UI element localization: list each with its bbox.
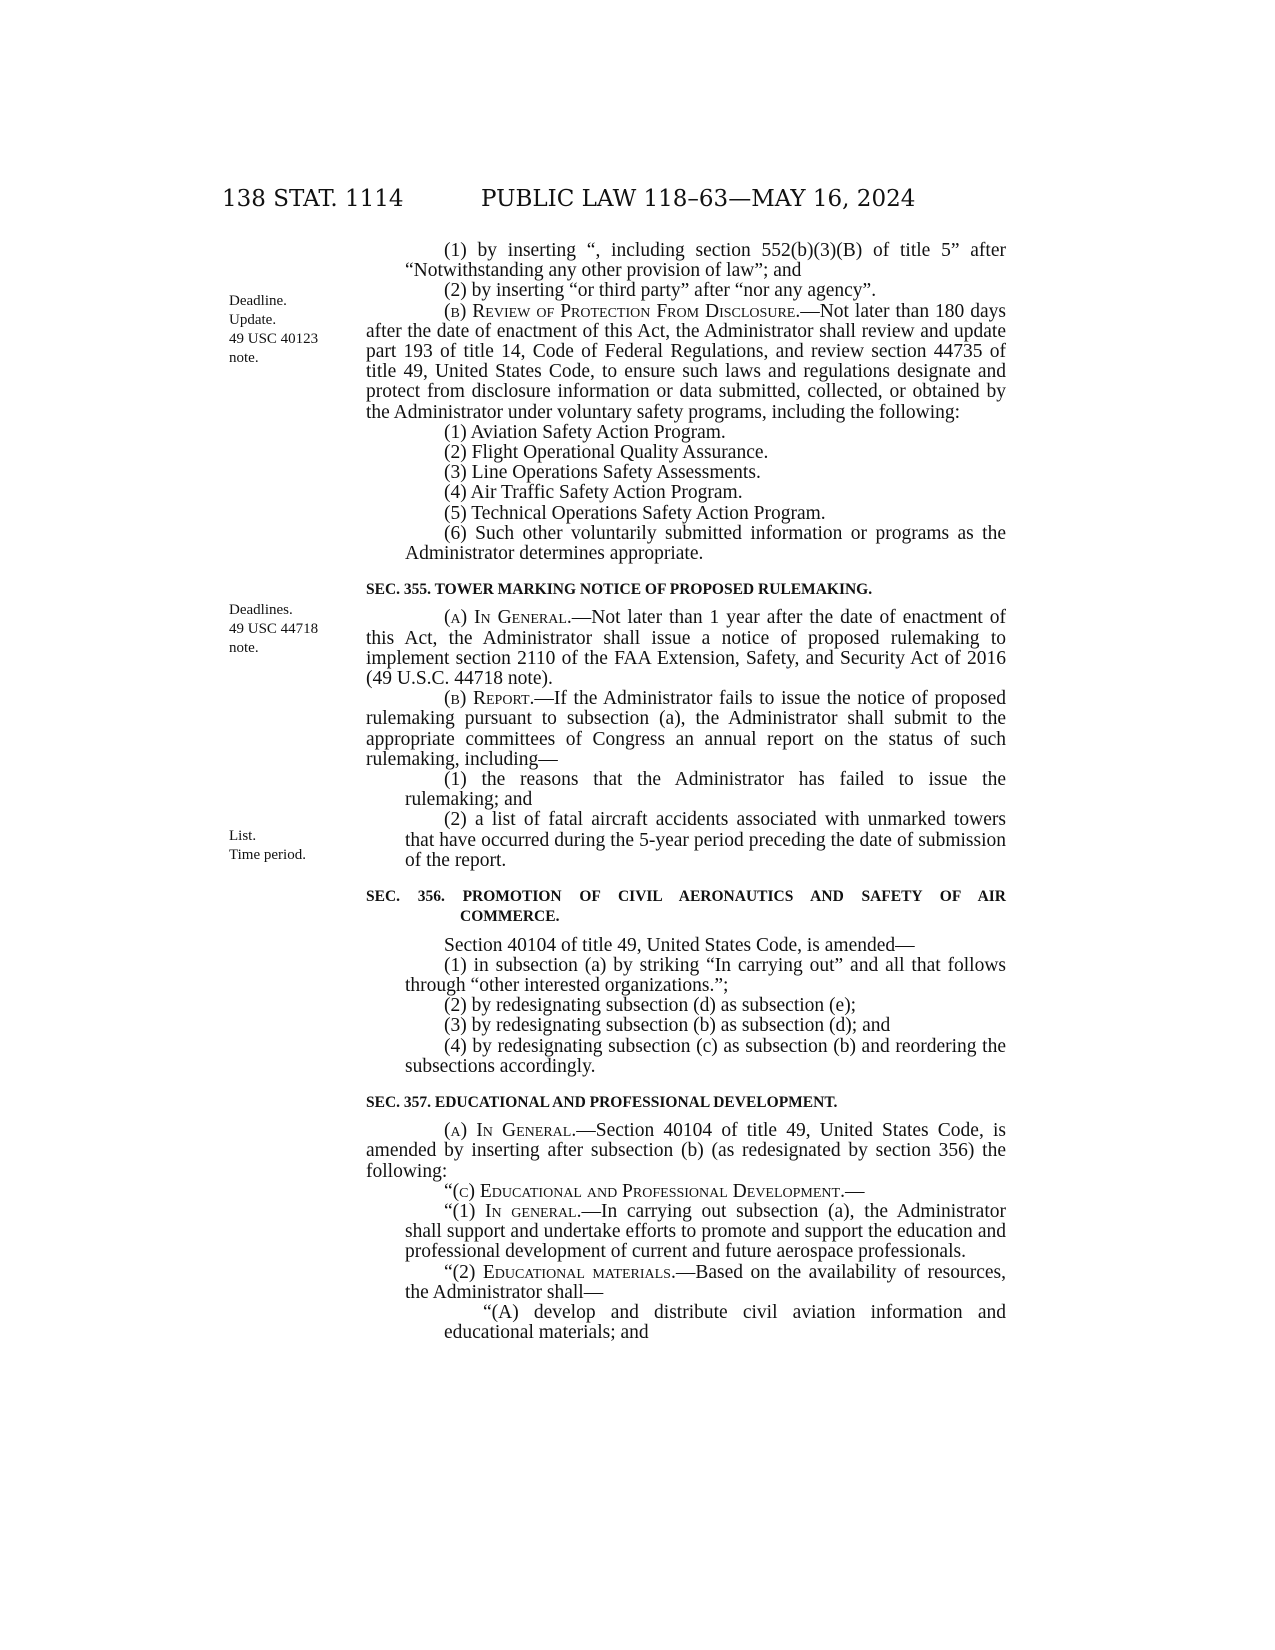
section-heading: SEC. 355. TOWER MARKING NOTICE OF PROPOSED RULEMAKING. bbox=[366, 581, 873, 599]
paragraph: (2) by inserting “or third party” after “nor any agency”. bbox=[444, 280, 877, 302]
list-item: “(A) develop and distribute civil aviation information and educational materials; and bbox=[444, 1301, 1006, 1344]
document-body bbox=[366, 241, 1006, 1343]
list-item: (4) by redesignating subsection (c) as subsection (b) and reordering the subsections accordingly. bbox=[405, 1035, 1006, 1077]
margin-note-line: List. bbox=[229, 828, 257, 844]
list-item: (6) Such other voluntarily submitted information or programs as the Administrator determines appropriate. bbox=[405, 522, 1006, 565]
paragraph bbox=[366, 1121, 1006, 1182]
subsection-heading: (b) Review of Protection From Disclosure. bbox=[444, 300, 801, 322]
margin-note-line: Update. bbox=[229, 312, 277, 328]
margin-note-line: 49 USC 44718 bbox=[229, 621, 319, 637]
subsection-text: —If the Administrator fails to issue the notice of proposed rulemaking pursuant to subsection (a), the Administrator shall submit to the appropriate committees of Congress an annual report on the status of such rulemaking, including— bbox=[366, 688, 1006, 770]
section-heading-line: COMMERCE. bbox=[460, 908, 560, 926]
subsection-text: —Section 40104 of title 49, United States Code, is amended by inserting after subsection (b) (as redesignated by section 356) the following: bbox=[366, 1120, 1007, 1182]
list-item: (5) Technical Operations Safety Action Program. bbox=[444, 502, 826, 524]
subsection-heading: (a) In General. bbox=[444, 1120, 577, 1142]
subsection-heading: (b) Report. bbox=[444, 688, 535, 710]
paragraph: Section 40104 of title 49, United States Code, is amended— bbox=[444, 934, 915, 956]
paragraph bbox=[366, 689, 1006, 770]
margin-note-deadline-update bbox=[229, 292, 349, 368]
margin-note-line: note. bbox=[229, 640, 259, 656]
subsection-heading: “(c) Educational and Professional Development. bbox=[444, 1180, 845, 1202]
list-item: (2) Flight Operational Quality Assurance. bbox=[444, 442, 769, 464]
subsection-text: —Not later than 180 days after the date of enactment of this Act, the Administrator shall review and update part 193 of title 14, Code of Federal Regulations, and review section 44735 of title 49, United States Code, to ensure such laws and regulations designate and protect from disclosure information or data submitted, collected, or obtained by the Administrator under voluntary safety programs, including the following: bbox=[366, 300, 1006, 423]
paragraph bbox=[366, 1263, 1006, 1303]
list-item: (1) in subsection (a) by striking “In carrying out” and all that follows through “other interested organizations.”; bbox=[405, 954, 1006, 996]
margin-note-line: 49 USC 40123 bbox=[229, 331, 319, 347]
subsection-heading: “(1) In general. bbox=[444, 1200, 582, 1222]
subsection-text: —Not later than 1 year after the date of enactment of this Act, the Administrator shall issue a notice of proposed rulemaking to implement section 2110 of the FAA Extension, Safety, and Security Act of 2016 (49 U.S.C. 44718 note). bbox=[366, 607, 1006, 690]
margin-note-line: note. bbox=[229, 350, 259, 366]
margin-note-line: Deadline. bbox=[229, 293, 287, 309]
paragraph bbox=[366, 608, 1006, 689]
subsection-text: —Based on the availability of resources, the Administrator shall— bbox=[405, 1261, 1007, 1303]
page-header bbox=[222, 186, 1002, 226]
margin-note-list-time-period bbox=[229, 827, 349, 865]
section-heading: SEC. 357. EDUCATIONAL AND PROFESSIONAL DEVELOPMENT. bbox=[366, 1093, 838, 1111]
subsection-heading: “(2) Educational materials. bbox=[444, 1261, 676, 1283]
subsection-text: —In carrying out subsection (a), the Administrator shall support and undertake efforts to promote and support the education and professional development of current and future aerospace professionals. bbox=[405, 1200, 1006, 1263]
stat-reference: 138 STAT. 1114 bbox=[222, 186, 404, 212]
margin-note-deadlines bbox=[229, 601, 349, 658]
margin-note-line: Time period. bbox=[229, 847, 306, 863]
section-heading bbox=[366, 887, 1006, 927]
list-item: (1) Aviation Safety Action Program. bbox=[444, 421, 726, 443]
margin-note-line: Deadlines. bbox=[229, 602, 293, 618]
list-item: (1) the reasons that the Administrator has failed to issue the rulemaking; and bbox=[405, 769, 1006, 811]
list-item: (3) by redesignating subsection (b) as subsection (d); and bbox=[444, 1015, 891, 1037]
paragraph bbox=[366, 1202, 1006, 1263]
list-item: (3) Line Operations Safety Assessments. bbox=[444, 462, 761, 484]
section-heading-line: SEC. 356. PROMOTION OF CIVIL AERONAUTICS AND SAFETY OF AIR bbox=[366, 888, 1006, 906]
law-title: PUBLIC LAW 118–63—MAY 16, 2024 bbox=[481, 186, 916, 212]
list-item: (4) Air Traffic Safety Action Program. bbox=[444, 482, 743, 504]
list-item: (2) by redesignating subsection (d) as subsection (e); bbox=[444, 995, 857, 1017]
paragraph bbox=[366, 1182, 1006, 1202]
paragraph: (1) by inserting “, including section 552(b)(3)(B) of title 5” after “Notwithstanding any other provision of law”; and bbox=[405, 240, 1006, 282]
list-item: (2) a list of fatal aircraft accidents associated with unmarked towers that have occurred during the 5-year period preceding the date of submission of the report. bbox=[405, 809, 1006, 871]
paragraph bbox=[366, 302, 1006, 423]
subsection-text: — bbox=[844, 1180, 865, 1202]
subsection-heading: (a) In General. bbox=[444, 607, 572, 629]
